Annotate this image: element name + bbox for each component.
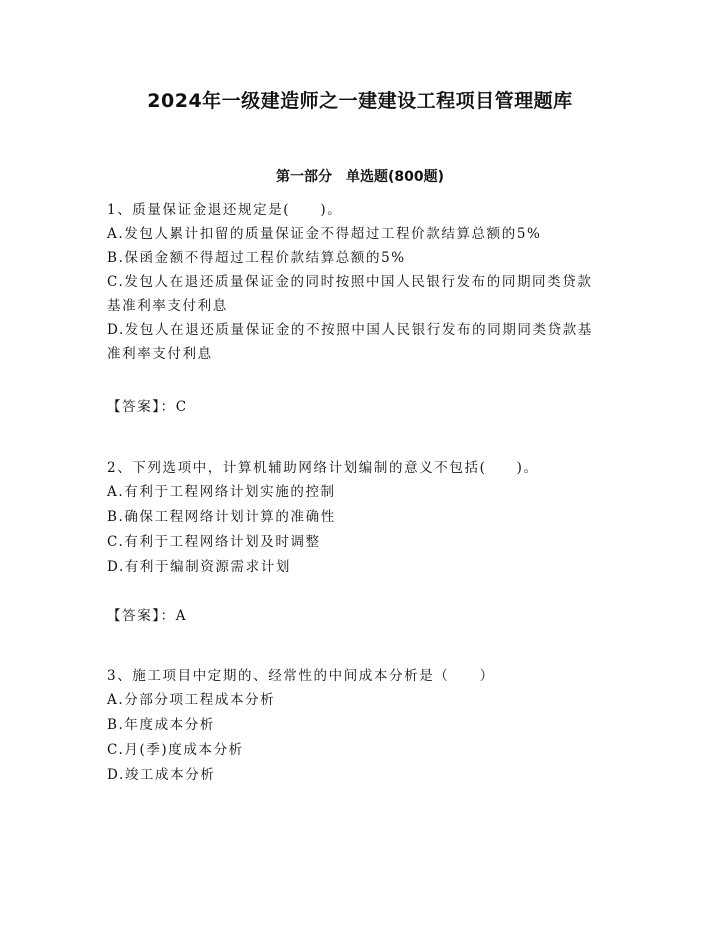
section-heading [0, 166, 720, 186]
option-b: B.年度成本分析 [107, 717, 216, 733]
option-d: D.发包人在退还质量保证金的不按照中国人民银行发布的同期同类贷款基准利率支付利息 [107, 322, 593, 362]
option-d: D.有利于编制资源需求计划 [107, 559, 291, 575]
option-d: D.竣工成本分析 [107, 767, 216, 783]
answer-label: 【答案】：A [107, 608, 188, 624]
answer-label: 【答案】：C [107, 399, 188, 415]
option-b: B.确保工程网络计划计算的准确性 [107, 509, 336, 525]
option-a: A.发包人累计扣留的质量保证金不得超过工程价款结算总额的5% [107, 226, 542, 242]
question-stem: 2、下列选项中，计算机辅助网络计划编制的意义不包括( )。 [107, 460, 539, 476]
option-c: C.发包人在退还质量保证金的同时按照中国人民银行发布的同期同类贷款基准利率支付利息 [107, 274, 593, 314]
option-a: A.有利于工程网络计划实施的控制 [107, 484, 336, 500]
document-title: 2024年一级建造师之一建建设工程项目管理题库 [147, 90, 573, 112]
option-c: C.有利于工程网络计划及时调整 [107, 534, 321, 550]
option-b: B.保函金额不得超过工程价款结算总额的5% [107, 250, 406, 266]
question-stem: 3、施工项目中定期的、经常性的中间成本分析是（ ） [107, 668, 495, 684]
section-part: 第一部分 [275, 169, 332, 185]
option-a: A.分部分项工程成本分析 [107, 692, 276, 708]
question-stem: 1、质量保证金退还规定是( )。 [107, 202, 343, 218]
option-c: C.月(季)度成本分析 [107, 742, 244, 758]
section-name: 单选题(800题) [345, 169, 445, 185]
